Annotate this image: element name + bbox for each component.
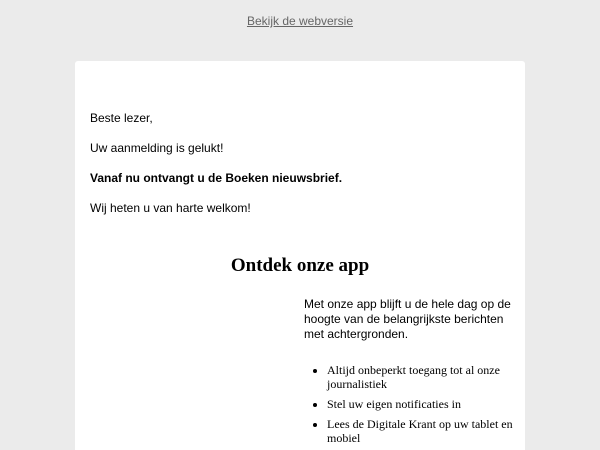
subscription-text: Vanaf nu ontvangt u de Boeken nieuwsbrief. xyxy=(90,171,343,185)
feature-item-notifications: • Stel uw eigen notificaties in xyxy=(327,397,532,411)
app-section-title: Ontdek onze app xyxy=(230,255,370,276)
app-description: Met onze app blijft u de hele dag op de hoogte van de belangrijkste berichten met achtergronden. xyxy=(304,297,511,341)
confirmation-text: Uw aanmelding is gelukt! xyxy=(90,141,224,155)
greeting-text: Beste lezer, xyxy=(90,111,153,125)
feature-item-digital-paper: • Lees de Digitale Krant op uw tablet en mobiel xyxy=(327,417,532,445)
feature-item-access: • Altijd onbeperkt toegang tot al onze journalistiek xyxy=(327,363,532,391)
app-feature-list xyxy=(311,363,532,450)
newsletter-card xyxy=(75,61,525,450)
welcome-text: Wij heten u van harte welkom! xyxy=(90,201,251,215)
webversion-bar xyxy=(0,14,600,28)
view-web-version-link[interactable]: Bekijk de webversie xyxy=(246,14,354,28)
